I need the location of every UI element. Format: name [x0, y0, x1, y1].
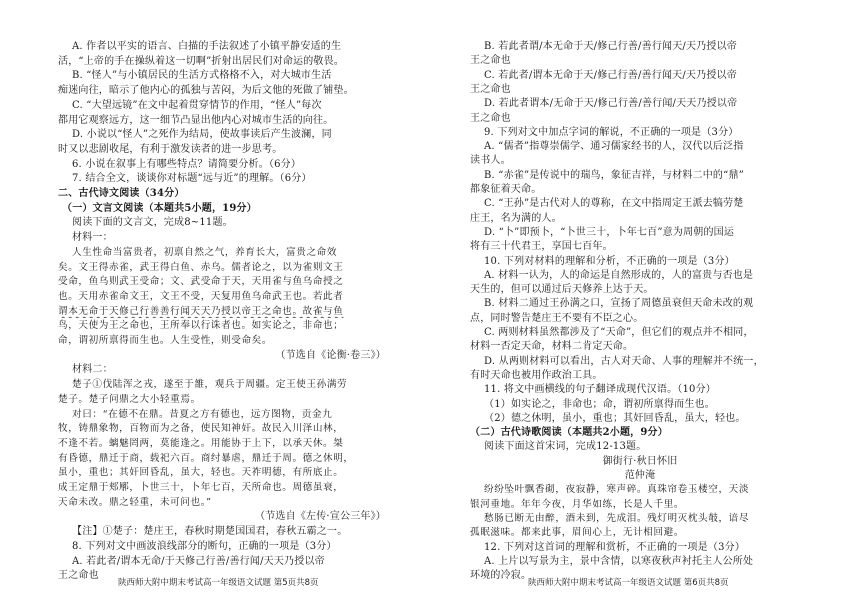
- text-line: 10. 下列对材料的理解和分析，不正确的一项是（3分）: [484, 256, 735, 267]
- right-page: [470, 0, 810, 609]
- text-line: 将有三十代君王，享国七百年。: [470, 241, 613, 252]
- text-line: D. “卜”即预卜，“卜世三十，卜年七百”意为周朝的国运: [484, 227, 735, 238]
- text-line: 9. 下列对文中加点字词的解说，不正确的一项是（3分）: [484, 127, 739, 138]
- text-line: 矣。文王得赤雀，武王得白鱼、赤乌。儒者论之，以为雀则文王: [58, 262, 344, 273]
- text-line: D. 小说以“怪人”之死作为结局，使故事读后产生波澜，同: [72, 129, 332, 140]
- text-line: 材料二：: [72, 364, 113, 375]
- text-line: 王之命也: [58, 570, 99, 581]
- text-line: 牧，铸鼎象物，百物而为之备，使民知神奸。故民入川泽山林，: [58, 423, 344, 434]
- text-line: 材料一：: [72, 232, 113, 243]
- text-line: A. 上片以写景为主，景中含情，以寒夜秋声衬托主人公所处: [484, 556, 754, 567]
- text-line: （1）如实论之，非命也；命，谓初所禀得而生也。: [484, 399, 715, 410]
- text-line: （一）文言文阅读（本题共5小题，19分）: [62, 203, 257, 214]
- text-line: 成王定鼎于郏鄏，卜世三十，卜年七百，天所命也。周德虽衰，: [58, 482, 344, 493]
- text-line: 王之命也: [470, 113, 511, 124]
- text-line: 6. 小说在叙事上有哪些特点？请简要分析。（6分）: [72, 159, 302, 170]
- text-line: B. “赤雀”是传说中的瑞鸟，象征吉祥，与材料二中的“鼎”: [484, 170, 744, 181]
- text-line: 也。天用赤雀命文王，文王不受，天复用鱼乌命武王也。若此者: [58, 291, 344, 302]
- text-line: D. 从两则材料可以看出，古人对天命、人事的理解并不统一，: [484, 356, 764, 367]
- text-line: 天生的，但可以通过后天修养上达于天。: [470, 284, 654, 295]
- text-line: A. 作者以平实的语言、白描的手法叙述了小镇平静安适的生: [72, 41, 342, 52]
- text-line: 11. 将文中画横线的句子翻译成现代汉语。（10分）: [484, 384, 717, 395]
- text-line: 谓本无命于天修己行善善行闻天天乃授以帝王之命也。故雀与鱼: [58, 306, 344, 317]
- text-line: C. “大望远镜”在文中起着贯穿情节的作用，“怪人”每次: [72, 100, 322, 111]
- text-line: 都象征着天命。: [470, 184, 542, 195]
- text-line: 银河垂地。年年今夜，月华如练，长是人千里。: [470, 499, 685, 510]
- text-line: 孤眠滋味。都来此事，眉间心上，无计相回避。: [470, 527, 685, 538]
- text-line: A. “儒者”指尊崇儒学、通习儒家经书的人，汉代以后泛指: [484, 141, 744, 152]
- text-line: 读书人。: [470, 155, 511, 166]
- text-line: 命，谓初所禀得而生也。人生受性，则受命矣。: [58, 335, 273, 346]
- text-line: 对曰：“在德不在鼎。昔夏之方有德也，远方图物，贡金九: [72, 409, 333, 420]
- text-line: 阅读下面的文言文，完成8~11题。: [72, 217, 233, 228]
- text-line: 受命，鱼乌则武王受命；文、武受命于天，天用雀与鱼乌命授之: [58, 276, 344, 287]
- text-line: 御街行·秋日怀旧: [602, 456, 678, 467]
- text-line: （2）德之休明，虽小，重也；其奸回昏乱，虽大，轻也。: [484, 413, 746, 424]
- text-line: 不逢不若。螭魅罔两，莫能逢之。用能协于上下，以承天休。桀: [58, 438, 344, 449]
- text-line: 环境的冷寂。: [470, 570, 532, 581]
- text-line: 12. 下列对这首词的理解和赏析，不正确的一项是（3分）: [484, 542, 746, 553]
- text-line: 有时天命也被用作政治工具。: [470, 370, 603, 381]
- text-line: （二）古代诗歌阅读（本题共2小题，9分）: [470, 427, 668, 438]
- text-line: 天命未改。鼎之轻重，未可问也。”: [58, 497, 212, 508]
- text-line: C. “王孙”是古代对人的尊称，在文中指周定王派去犒劳楚: [484, 198, 744, 209]
- text-line: 鸟，天使为王之命也，王所奉以行诛者也。如实论之，非命也；: [58, 320, 344, 331]
- text-line: 时又以悲剧收尾，有利于激发读者的进一步思考。: [58, 144, 283, 155]
- left-page-footer: 陕西师大附中期末考试高一年级语文试题 第5页共8页: [118, 578, 319, 588]
- text-line: D. 若此者谓本/无命于天/修己行善/善行闻/天天乃授以帝: [484, 98, 738, 109]
- text-line: 王之命也: [470, 84, 511, 95]
- text-line: A. 材料一认为，人的命运是自然形成的，人的富贵与否也是: [484, 270, 754, 281]
- text-line: A. 若此者/谓本无命/于天修己行善/善行闻/天天乃授以帝: [72, 556, 325, 567]
- text-line: 虽小，重也；其奸回昏乱，虽大，轻也。天祚明德，有所底止。: [58, 467, 344, 478]
- text-line: 二、古代诗文阅读（34分）: [58, 188, 185, 199]
- text-line: 痴迷向往，暗示了他内心的孤独与苦闷，为后文他的死做了铺垫。: [58, 85, 354, 96]
- text-line: 纷纷坠叶飘香砌，夜寂静，寒声碎。真珠帘卷玉楼空，天淡: [484, 484, 750, 495]
- text-line: 庄王，名为满的人。: [470, 213, 562, 224]
- text-line: 【注】①楚子：楚庄王，春秋时期楚国国君，春秋五霸之一。: [72, 526, 348, 537]
- left-page: [58, 0, 390, 609]
- text-line: 有昏德，鼎迁于商，载祀六百。商纣暴虐，鼎迁于周。德之休明，: [58, 453, 354, 464]
- text-line: 人生性命当富贵者，初禀自然之气，养育长大，富贵之命效: [72, 247, 338, 258]
- text-line: 都用它观察远方，这一细节凸显出他内心对城市生活的向往。: [58, 115, 334, 126]
- text-line: 愁肠已断无由醉，酒未到，先成泪。残灯明灭枕头攲，谙尽: [484, 513, 750, 524]
- text-line: （节选自《论衡·卷三》）: [275, 350, 386, 361]
- text-line: C. 若此者/谓本无命于天/修己行善/善行闻天/天乃授以帝: [484, 70, 737, 81]
- text-line: 8. 下列对文中画波浪线部分的断句，正确的一项是（3分）: [72, 541, 337, 552]
- text-line: （节选自《左传·宣公三年》）: [255, 511, 386, 522]
- text-line: 活，“上帝的手在操纵着这一切啊”折射出居民们对命运的敬畏。: [58, 56, 345, 67]
- text-line: 楚子。楚子问鼎之大小轻重焉。: [58, 394, 201, 405]
- text-line: B. 材料二通过王孙满之口，宣扬了周德虽衰但天命未改的观: [484, 298, 754, 309]
- text-line: B. “怪人”与小镇居民的生活方式格格不入，对大城市生活: [72, 70, 332, 81]
- text-line: 阅读下面这首宋词，完成12-13题。: [484, 441, 647, 452]
- text-line: 7. 结合全文，谈谈你对标题“远与近”的理解。（6分）: [72, 173, 312, 184]
- text-line: 材料一否定天命，材料二肯定天命。: [470, 341, 634, 352]
- text-line: B. 若此者谓/本无命于天/修己行善/善行闻天/天乃授以帝: [484, 41, 737, 52]
- text-line: 王之命也: [470, 55, 511, 66]
- text-line: 点，同时警告楚庄王不要有不臣之心。: [470, 313, 644, 324]
- text-line: C. 两则材料虽然都涉及了“天命”，但它们的观点并不相同，: [484, 327, 754, 338]
- text-line: 楚子①伐陆浑之戎，遂至于雒，观兵于周疆。定王使王孙满劳: [72, 379, 348, 390]
- right-page-footer: 陕西师大附中期末考试高一年级语文试题 第6页共8页: [528, 578, 729, 588]
- text-line: 范仲淹: [624, 470, 656, 481]
